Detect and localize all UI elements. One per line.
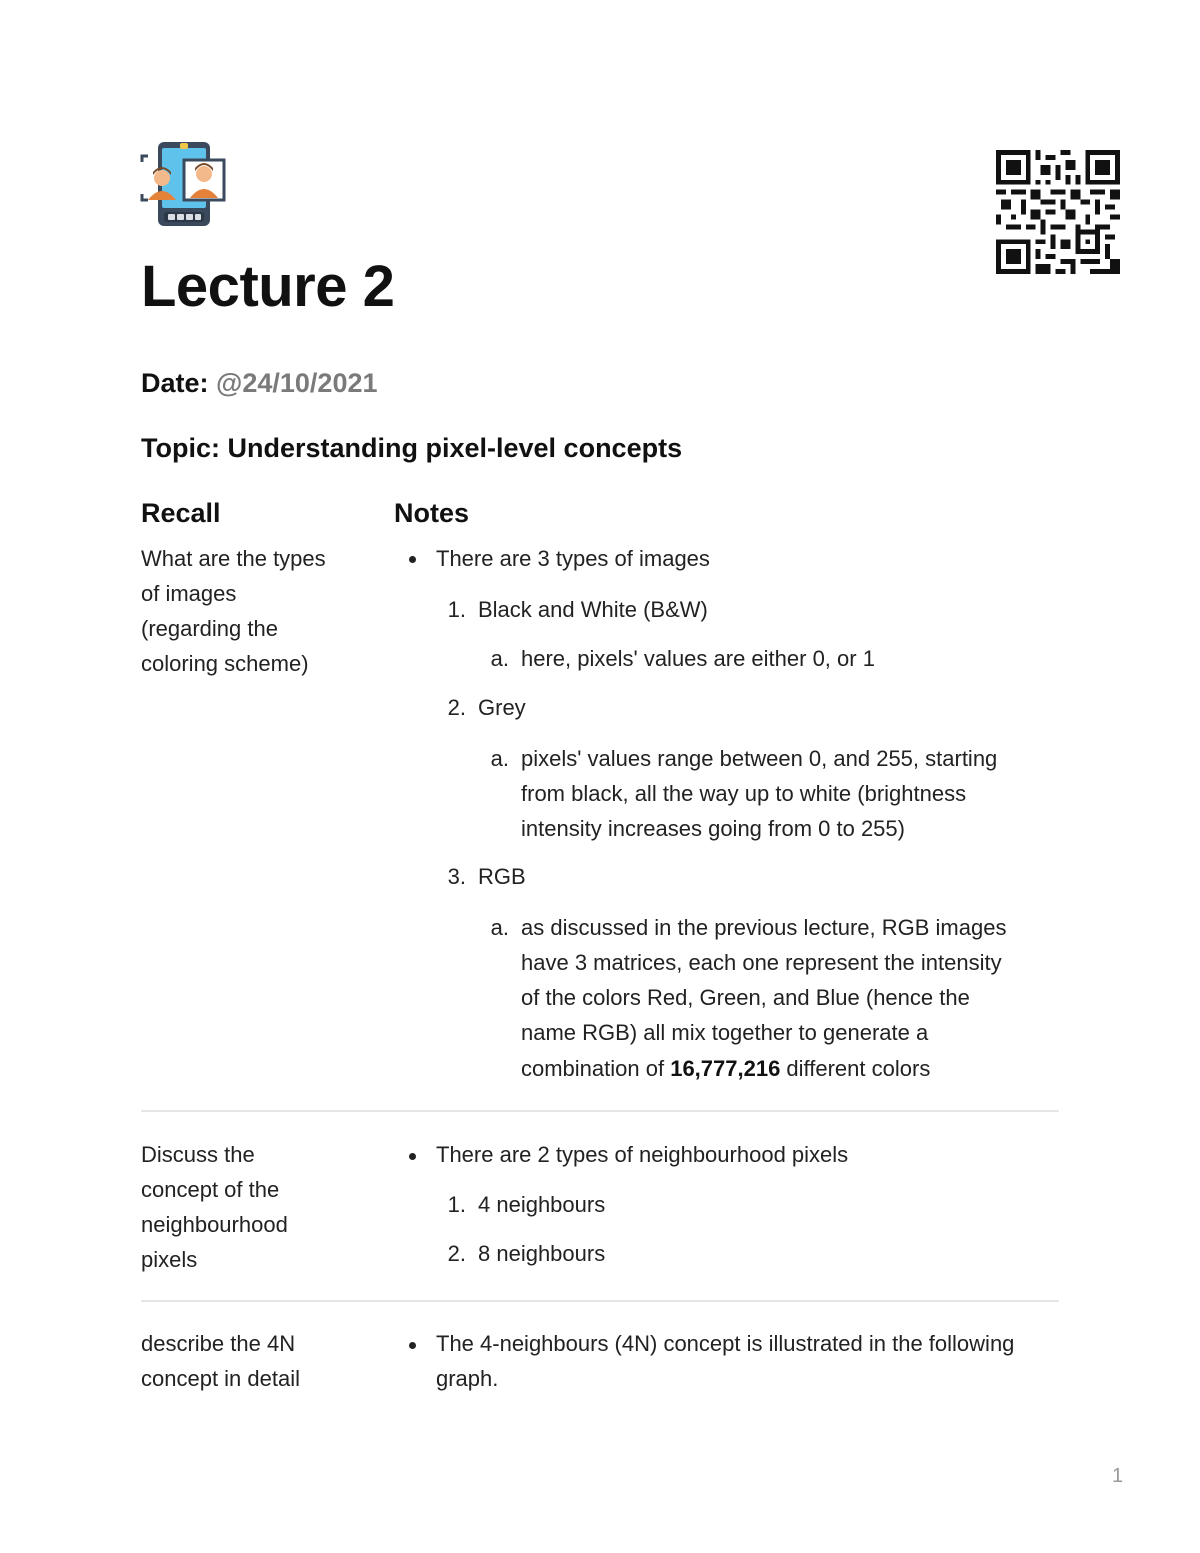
page-title: Lecture 2 — [141, 254, 395, 319]
sub-item-line: here, pixels' values are either 0, or 1 — [521, 646, 875, 671]
row-divider — [141, 1110, 1059, 1112]
sub-item-line: from black, all the way up to white (brightness — [521, 781, 967, 806]
phone-video-call-icon — [140, 140, 228, 228]
list-number: 1. — [447, 1192, 466, 1217]
cornell-row — [141, 1326, 1059, 1406]
recall-line: neighbourhood — [141, 1212, 288, 1237]
recall-column-header: Recall — [141, 498, 221, 528]
sub-item-line: have 3 matrices, each one represent the intensity — [521, 950, 1002, 975]
recall-line: pixels — [141, 1247, 198, 1272]
sub-item-text: different colors — [780, 1056, 931, 1081]
sub-item-line: intensity increases going from 0 to 255) — [521, 816, 905, 841]
list-item: 4 neighbours — [478, 1192, 606, 1217]
bullet-icon — [409, 1153, 416, 1160]
bullet-text: There are 3 types of images — [436, 546, 710, 571]
bullet-icon — [409, 1342, 416, 1349]
list-item: Black and White (B&W) — [478, 597, 708, 622]
color-count: 16,777,216 — [670, 1056, 781, 1081]
list-item: 8 neighbours — [478, 1241, 606, 1266]
date-mention[interactable]: @24/10/2021 — [216, 368, 378, 398]
recall-line: (regarding the — [141, 616, 278, 641]
recall-line: concept of the — [141, 1177, 280, 1202]
recall-line: of images — [141, 581, 237, 606]
sub-item-line: pixels' values range between 0, and 255, starting — [521, 746, 998, 771]
sub-item-text: combination of — [521, 1056, 671, 1081]
bullet-text: The 4-neighbours (4N) concept is illustrated in the following — [436, 1331, 1015, 1356]
recall-line: Discuss the — [141, 1142, 255, 1167]
qr-code — [996, 150, 1120, 274]
list-item: RGB — [478, 864, 526, 889]
bullet-text: There are 2 types of neighbourhood pixels — [436, 1142, 849, 1167]
cornell-row — [141, 1137, 1059, 1287]
notes-column-header: Notes — [394, 498, 470, 528]
recall-line: What are the types — [141, 546, 326, 571]
bullet-icon — [409, 556, 416, 563]
recall-line: concept in detail — [141, 1366, 300, 1391]
date-property — [141, 366, 378, 400]
topic-property: Topic: Understanding pixel-level concepts — [141, 433, 683, 463]
list-number: 2. — [447, 1241, 466, 1266]
list-number: 3. — [447, 864, 466, 889]
list-letter: a. — [490, 915, 509, 940]
date-label: Date: — [141, 368, 209, 398]
recall-line: describe the 4N — [141, 1331, 296, 1356]
sub-item-line — [521, 1051, 930, 1086]
list-item: Grey — [478, 695, 526, 720]
recall-line: coloring scheme) — [141, 651, 309, 676]
cornell-row — [141, 541, 1059, 1101]
page-number: 1 — [1112, 1465, 1124, 1487]
sub-item-line: name RGB) all mix together to generate a — [521, 1020, 929, 1045]
list-letter: a. — [490, 746, 509, 771]
list-letter: a. — [490, 646, 509, 671]
bullet-text: graph. — [436, 1366, 499, 1391]
list-number: 2. — [447, 695, 466, 720]
sub-item-line: as discussed in the previous lecture, RGB images — [521, 915, 1007, 940]
row-divider — [141, 1300, 1059, 1302]
list-number: 1. — [447, 597, 466, 622]
sub-item-line: of the colors Red, Green, and Blue (hence the — [521, 985, 970, 1010]
